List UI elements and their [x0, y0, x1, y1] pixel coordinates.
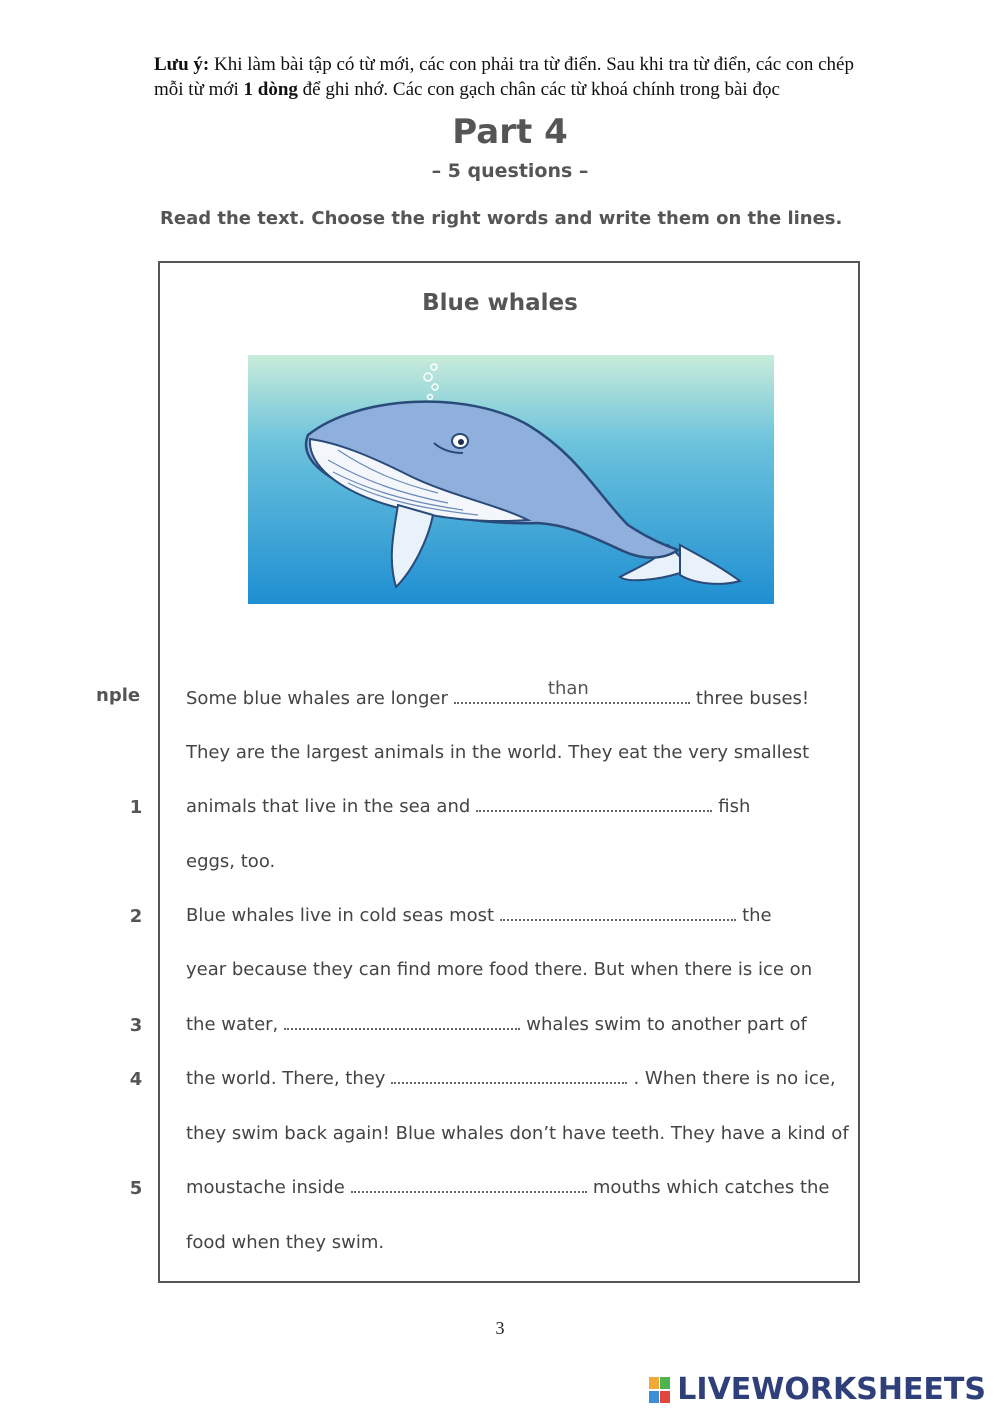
- instruction: Read the text. Choose the right words and write them on the lines.: [160, 208, 843, 229]
- note-label: Lưu ý:: [154, 54, 210, 75]
- story-line-example: Some blue whales are longer than three buses!: [186, 684, 809, 714]
- story-line: eggs, too.: [186, 851, 276, 872]
- page-number: 3: [495, 1318, 505, 1338]
- part-title: Part 4: [452, 112, 568, 152]
- liveworksheets-logo-icon: [649, 1375, 671, 1405]
- answer-blank-1[interactable]: [476, 794, 712, 812]
- question-number-2: 2: [129, 906, 143, 927]
- example-label: nple: [96, 685, 141, 706]
- story-line: They are the largest animals in the world. They eat the very smallest: [186, 742, 810, 763]
- story-line-q1: animals that live in the sea and fish: [186, 796, 751, 817]
- story-line-q5: moustache inside mouths which catches the: [186, 1177, 830, 1198]
- whale-illustration: [248, 355, 774, 604]
- story-line-q3: the water, whales swim to another part of: [186, 1014, 807, 1035]
- answer-blank-4[interactable]: [391, 1066, 627, 1084]
- answer-blank-3[interactable]: [284, 1012, 520, 1030]
- part-subtitle: – 5 questions –: [431, 160, 589, 182]
- answer-blank-2[interactable]: [500, 903, 736, 921]
- story-title: Blue whales: [422, 290, 578, 316]
- story-line-q4: the world. There, they . When there is no ice,: [186, 1068, 836, 1089]
- question-number-5: 5: [129, 1178, 143, 1199]
- question-number-4: 4: [129, 1069, 143, 1090]
- brand-name: LIVEWORKSHEETS: [677, 1372, 986, 1407]
- note-text-2: để ghi nhớ. Các con gạch chân các từ khoá chính trong bài đọc: [297, 79, 780, 100]
- answer-blank-5[interactable]: [351, 1175, 587, 1193]
- teacher-note: [154, 52, 854, 102]
- example-answer: than: [547, 678, 589, 699]
- question-number-3: 3: [129, 1015, 143, 1036]
- story-line: food when they swim.: [186, 1232, 385, 1253]
- answer-blank-example: [454, 678, 690, 704]
- story-line: they swim back again! Blue whales don’t have teeth. They have a kind of: [186, 1123, 849, 1144]
- note-text-1: Khi làm bài tập có từ mới, các con phải tra từ điển. Sau khi tra từ điển, các con chép mỗi từ mới: [154, 54, 854, 100]
- story-line-q2: Blue whales live in cold seas most the: [186, 905, 772, 926]
- liveworksheets-brand[interactable]: [649, 1372, 986, 1407]
- story-line: year because they can find more food there. But when there is ice on: [186, 959, 813, 980]
- note-bold: 1 dòng: [243, 79, 298, 100]
- question-number-1: 1: [129, 797, 143, 818]
